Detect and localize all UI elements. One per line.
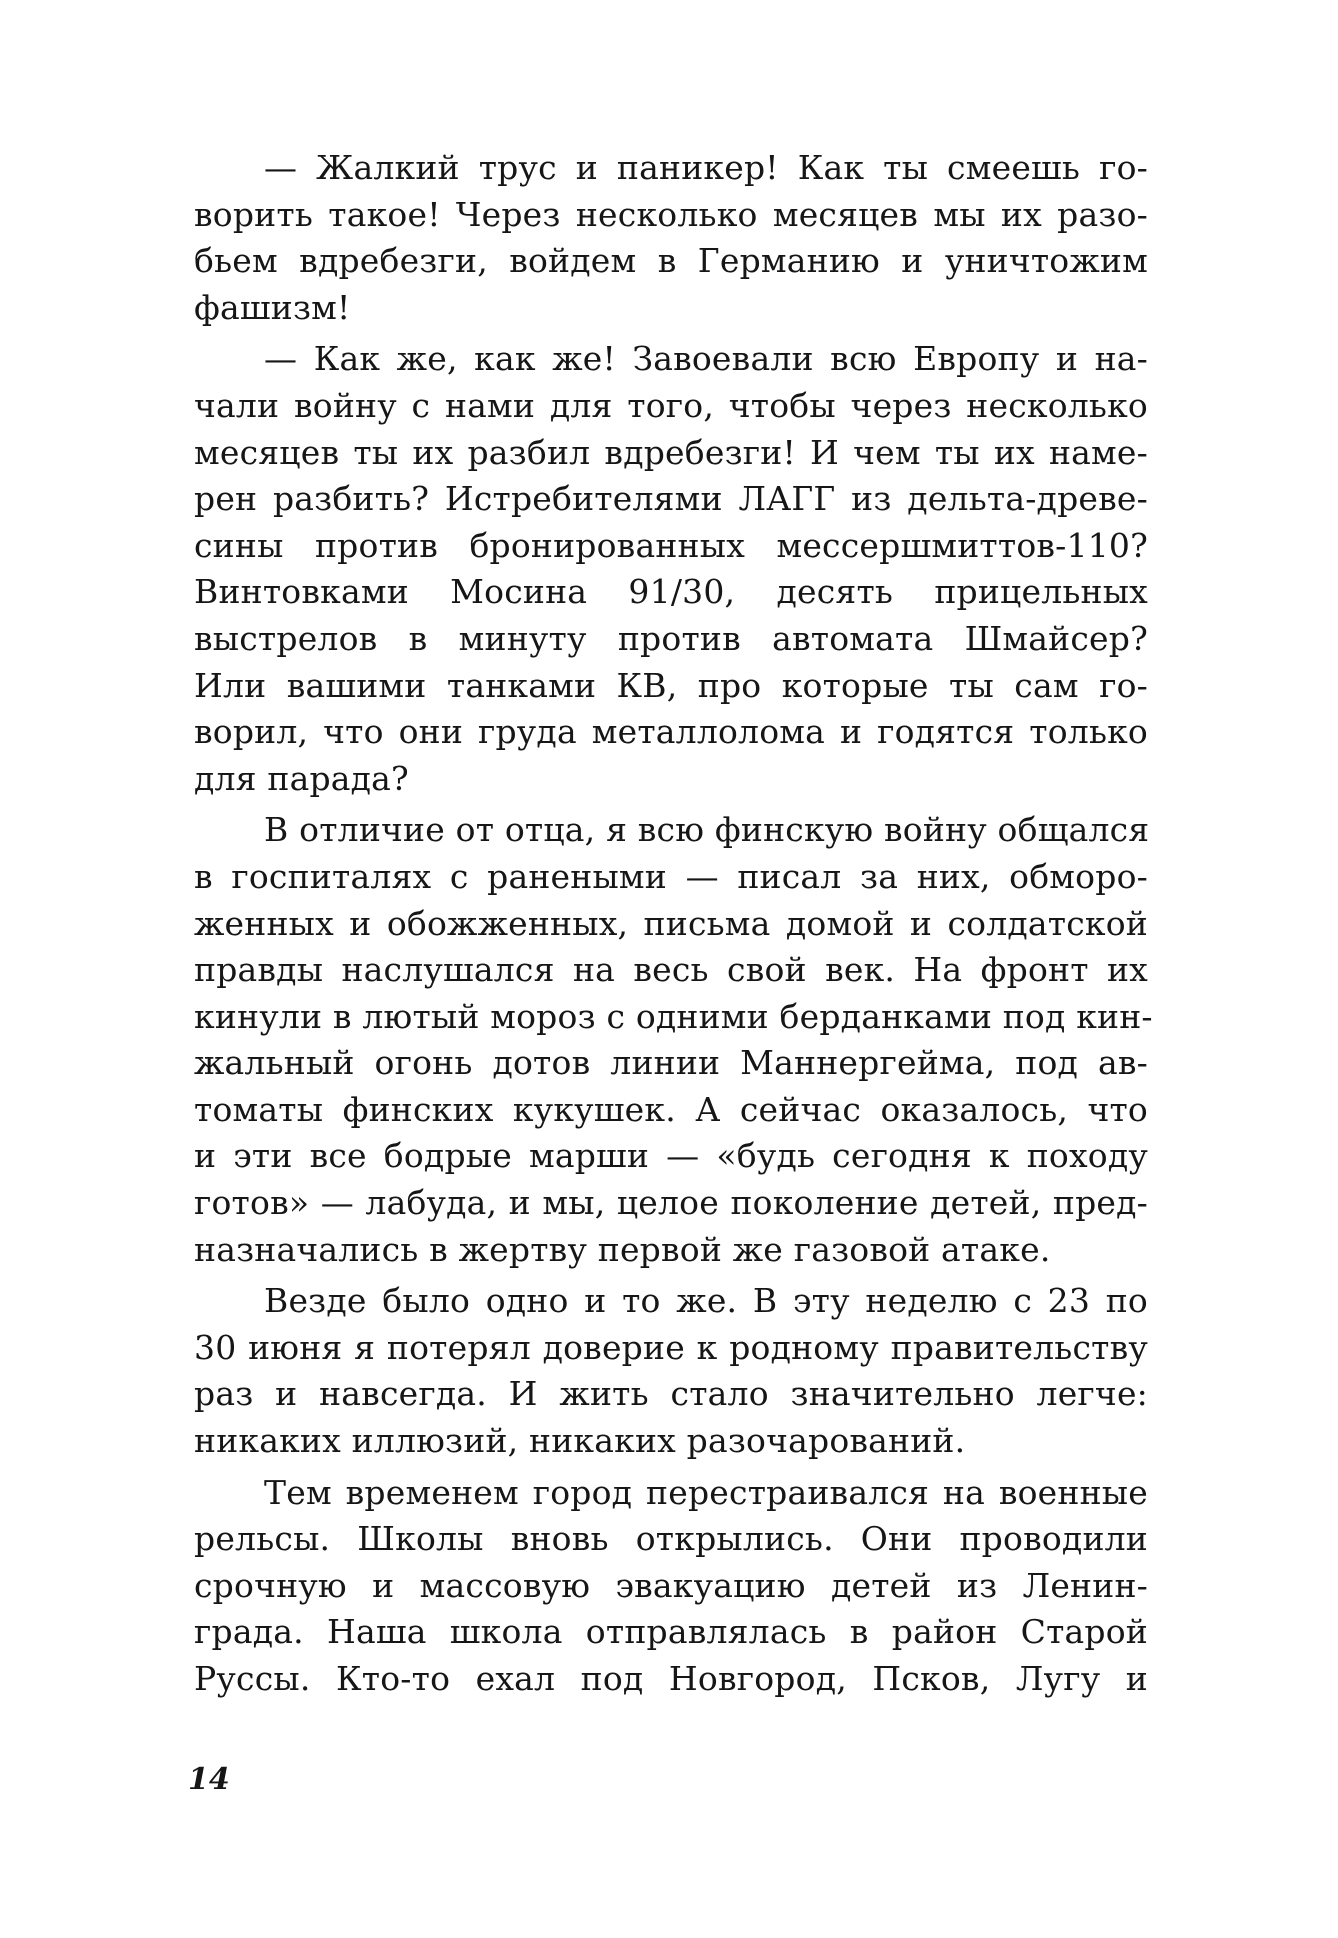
text-line: сины против бронированных мессершмиттов-110? [194, 525, 1148, 565]
text-line: кинули в лютый мороз с одними берданками под кин- [194, 996, 1153, 1036]
text-line: Тем временем город перестраивался на военные [264, 1472, 1148, 1512]
text-line: для парада? [194, 758, 409, 798]
text-line: — Жалкий трус и паникер! Как ты смеешь го- [264, 148, 1148, 187]
text-line: рельсы. Школы вновь открылись. Они проводили [194, 1519, 1148, 1559]
text-line: правды наслушался на весь свой век. На фронт их [194, 950, 1148, 990]
text-line: Везде было одно и то же. В эту неделю с 23 по [264, 1281, 1148, 1321]
paragraph-3 [194, 807, 1153, 1273]
text-line: томаты финских кукушек. А сейчас оказалось, что [194, 1089, 1148, 1129]
text-line: Винтовками Мосина 91/30, десять прицельных [194, 572, 1148, 612]
body-text [194, 145, 1153, 1708]
paragraph-1 [194, 145, 1148, 331]
text-line: и эти все бодрые марши — «будь сегодня к походу [194, 1136, 1148, 1176]
paragraph-2 [194, 336, 1148, 802]
text-line: фашизм! [194, 287, 351, 327]
text-line: Или вашими танками КВ, про которые ты сам го- [194, 665, 1148, 705]
text-line: выстрелов в минуту против автомата Шмайсер? [194, 618, 1148, 658]
text-line: жальный огонь дотов линии Маннергейма, под ав- [194, 1043, 1148, 1083]
text-line: ворить такое! Через несколько месяцев мы их разо- [194, 194, 1148, 234]
text-line: Руссы. Кто-то ехал под Новгород, Псков, Лугу и [194, 1659, 1148, 1698]
text-line: назначались в жертву первой же газовой атаке. [194, 1229, 1051, 1269]
text-line: града. Наша школа отправлялась в район Старой [194, 1612, 1148, 1652]
text-line: никаких иллюзий, никаких разочарований. [194, 1421, 966, 1461]
text-line: женных и обожженных, письма домой и солдатской [194, 903, 1148, 943]
text-line: чали войну с нами для того, чтобы через несколько [194, 385, 1148, 425]
text-line: срочную и массовую эвакуацию детей из Ленин- [194, 1565, 1148, 1605]
text-line: ворил, что они груда металлолома и годятся только [194, 712, 1148, 752]
text-line: — Как же, как же! Завоевали всю Европу и на- [264, 339, 1148, 379]
page-number: 14 [188, 1762, 230, 1797]
text-line: В отличие от отца, я всю финскую войну общался [264, 810, 1150, 850]
text-line: готов» — лабуда, и мы, целое поколение детей, пред- [194, 1183, 1148, 1223]
text-line: рен разбить? Истребителями ЛАГГ из дельта-древе- [194, 479, 1148, 519]
paragraph-4 [194, 1278, 1148, 1464]
paragraph-5 [194, 1470, 1148, 1703]
text-line: месяцев ты их разбил вдребезги! И чем ты их наме- [194, 432, 1148, 472]
text-line: бьем вдребезги, войдем в Германию и уничтожим [194, 241, 1148, 281]
text-line: в госпиталях с ранеными — писал за них, обморо- [194, 856, 1148, 896]
text-line: раз и навсегда. И жить стало значительно легче: [194, 1374, 1148, 1414]
text-line: 30 июня я потерял доверие к родному правительству [194, 1327, 1148, 1367]
